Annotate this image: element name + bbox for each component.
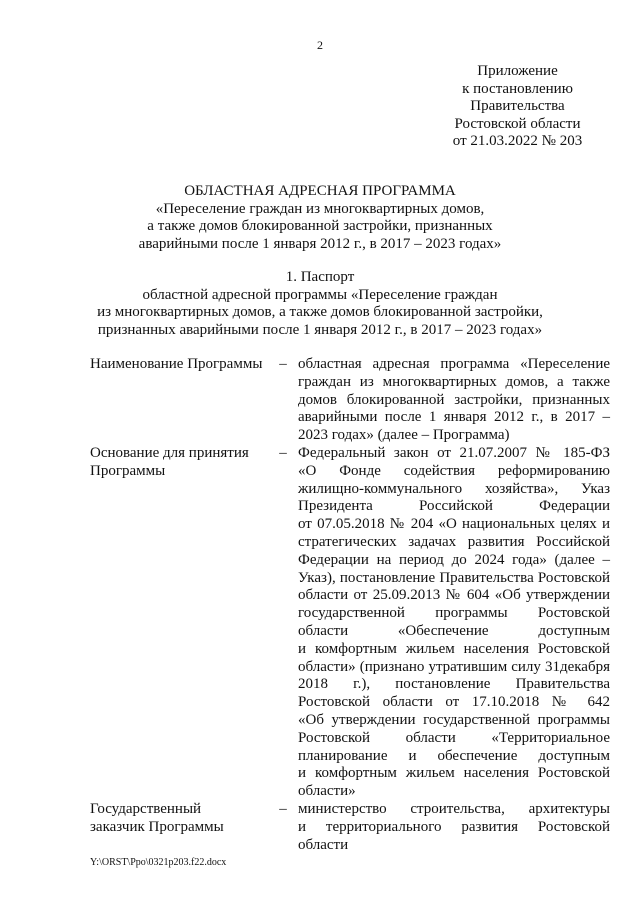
passport-row [90, 445, 610, 801]
row-value-line: аварийными после 1 января 2012 г., в 2017 – [298, 409, 610, 426]
passport-heading [60, 269, 580, 339]
row-value-line: стратегических задачах развития Российской [298, 533, 610, 550]
passport-heading-line: 1. Паспорт [285, 269, 355, 285]
row-value-line: Указ), постановление Правительства Ростовской [298, 569, 610, 586]
appendix-line: к постановлению [462, 80, 573, 97]
row-value-line: государственной программы Ростовской [298, 605, 610, 622]
appendix-line: Правительства [470, 98, 565, 114]
row-value [298, 801, 610, 854]
row-value-line: и комфортным жильем населения Ростовской [298, 765, 610, 782]
passport-table [90, 356, 610, 854]
row-value-line: от 07.05.2018 № 204 «О национальных целях и [298, 516, 610, 533]
row-value-line: области» [298, 783, 356, 800]
row-label [90, 356, 265, 374]
appendix-line: от 21.03.2022 № 203 [452, 133, 583, 149]
file-path-footer: Y:\ORST\Ppo\0321p203.f22.docx [90, 857, 227, 868]
page-number: 2 [317, 38, 323, 52]
row-value-line: «О Фонде содействия реформированию [298, 462, 610, 479]
row-dash: – [279, 444, 287, 461]
row-value-line: планирование и обеспечение доступным [298, 747, 610, 764]
row-value-line: области [298, 836, 349, 853]
row-value-line: Ростовской области от 17.10.2018 № 642 [298, 694, 610, 711]
row-label-line: заказчик Программы [90, 818, 224, 835]
row-value-line: области» (признано утратившим силу 31декабря [298, 658, 610, 675]
row-value-line: «Об утверждении государственной программы [298, 711, 610, 728]
program-title-line: «Переселение граждан из многоквартирных домов, [155, 200, 485, 217]
passport-heading-line: из многоквартирных домов, а также домов блокированной застройки, [97, 304, 543, 320]
row-value [298, 356, 610, 445]
row-value-line: Федеральный закон от 21.07.2007 № 185-ФЗ [298, 444, 610, 461]
passport-heading-line: областной адресной программы «Переселение граждан [142, 286, 498, 303]
row-value-line: Ростовской области «Территориальное [298, 729, 610, 746]
row-value-line: Федерации на период до 2024 года» (далее – [298, 551, 610, 568]
row-value-line: 2023 годах» (далее – Программа) [298, 427, 510, 444]
program-title-line: аварийными после 1 января 2012 г., в 2017 – 2023 годах» [138, 235, 502, 252]
appendix-line: Ростовской области [454, 115, 581, 132]
row-label-line: Программы [90, 462, 166, 479]
row-dash: – [279, 356, 287, 372]
row-value-line: области «Обеспечение доступным [298, 622, 610, 639]
row-value-line: домов блокированной застройки, признанных [298, 391, 610, 408]
row-value-line: и территориального развития Ростовской [298, 818, 610, 835]
row-value-line: и комфортным жильем населения Ростовской [298, 640, 610, 657]
passport-row [90, 356, 610, 445]
row-dash: – [279, 800, 287, 817]
appendix-block [430, 63, 605, 151]
row-value [298, 445, 610, 801]
row-value-line: 2018 г.), постановление Правительства [298, 676, 610, 693]
program-title-line: ОБЛАСТНАЯ АДРЕСНАЯ ПРОГРАММА [184, 183, 456, 199]
row-label-line: Основание для принятия [90, 444, 249, 461]
row-label-line: Наименование Программы [90, 356, 263, 372]
row-value-line: министерство строительства, архитектуры [298, 800, 610, 817]
program-title [70, 183, 570, 253]
passport-row [90, 801, 610, 854]
row-label-line: Государственный [90, 800, 202, 817]
passport-heading-line: признанных аварийными после 1 января 2012 г., в 2017 – 2023 годах» [97, 321, 543, 338]
row-value-line: областная адресная программа «Переселение [298, 356, 610, 372]
program-title-line: а также домов блокированной застройки, признанных [147, 218, 493, 234]
row-value-line: области от 25.09.2013 № 604 «Об утверждении [298, 587, 610, 604]
row-value-line: жилищно-коммунального хозяйства», Указ [298, 480, 610, 497]
appendix-line: Приложение [477, 63, 558, 79]
row-label [90, 801, 265, 837]
row-label [90, 445, 265, 481]
row-value-line: Президента Российской Федерации [298, 498, 610, 515]
row-value-line: граждан из многоквартирных домов, а также [298, 373, 610, 390]
